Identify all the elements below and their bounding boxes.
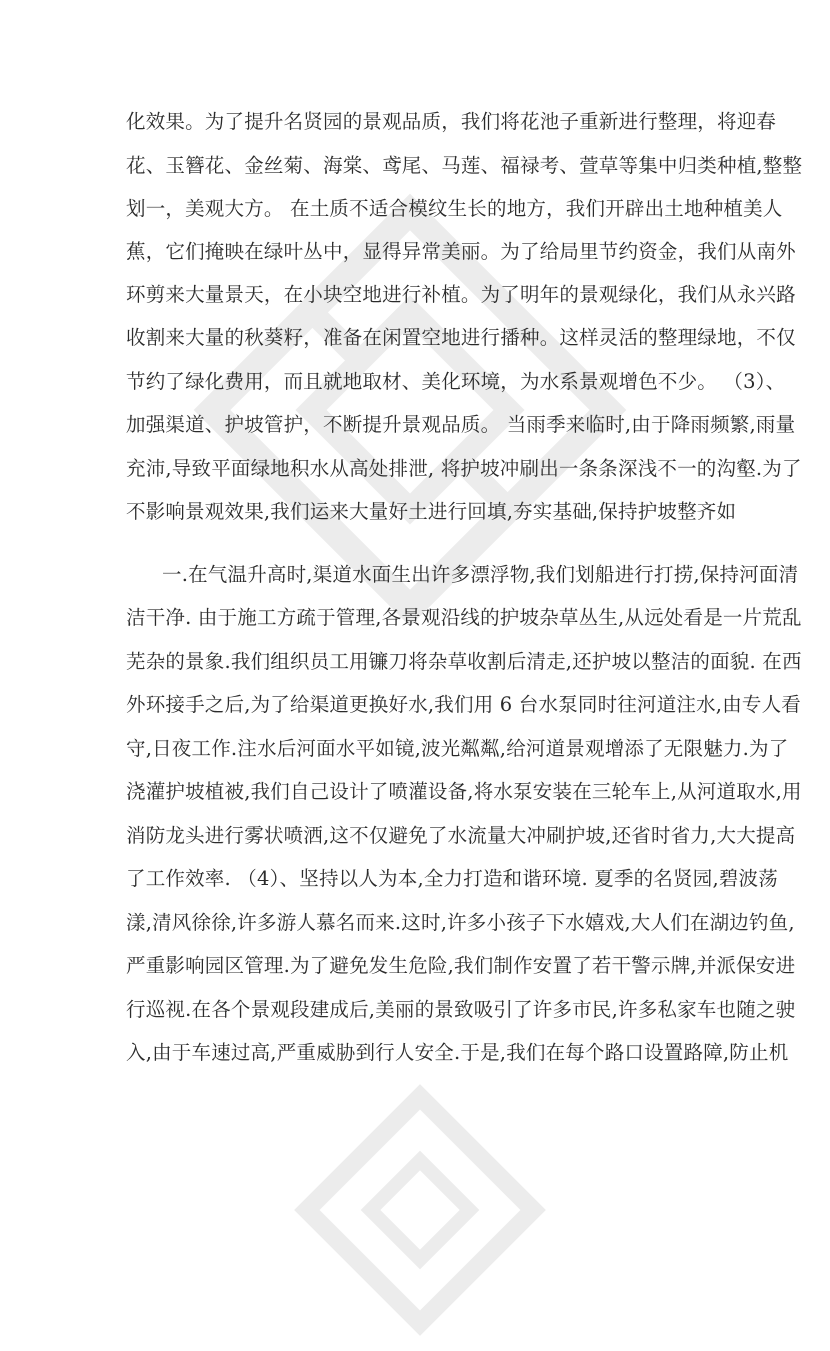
watermark-stamp-icon [279,1069,562,1351]
text-line: 化效果。为了提升名贤园的景观品质，我们将花池子重新进行整理，将迎春 [126,110,777,133]
text-line: 外环接手之后,为了给渠道更换好水,我们用 6 台水泵同时往河道注水,由专人看 [126,693,801,716]
text-line: 加强渠道、护坡管护，不断提升景观品质。 当雨季来临时,由于降雨频繁,雨量 [126,413,796,436]
text-line: 入,由于车速过高,严重威胁到行人安全.于是,我们在每个路口设置路障,防止机 [126,1041,789,1064]
text-line: 浇灌护坡植被,我们自己设计了喷灌设备,将水泵安装在三轮车上,从河道取水,用 [126,780,802,803]
text-line: 行巡视.在各个景观段建成后,美丽的景致吸引了许多市民,许多私家车也随之驶 [126,998,796,1021]
text-line: 洁干净. 由于施工方疏于管理,各景观沿线的护坡杂草丛生,从远处看是一片荒乱 [126,606,802,629]
paragraph-first-line: 一.在气温升高时,渠道水面生出许多漂浮物,我们划船进行打捞,保持河面清 [162,563,799,586]
text-line: 环剪来大量景天，在小块空地进行补植。为了明年的景观绿化，我们从永兴路 [126,283,796,306]
text-line: 划一，美观大方。 在土质不适合模纹生长的地方，我们开辟出土地种植美人 [126,197,783,220]
text-line: 充沛,导致平面绿地积水从高处排泄, 将护坡冲刷出一条条深浅不一的沟壑.为了 [126,457,802,480]
text-line: 严重影响园区管理.为了避免发生危险,我们制作安置了若干警示牌,并派保安进 [126,954,796,977]
text-line: 蕉，它们掩映在绿叶丛中，显得异常美丽。为了给局里节约资金，我们从南外 [126,240,796,263]
text-line: 漾,清风徐徐,许多游人慕名而来.这时,许多小孩子下水嬉戏,大人们在湖边钓鱼, [126,911,795,934]
text-line: 节约了绿化费用，而且就地取材、美化环境，为水系景观增色不少。 （3）、 [126,370,786,393]
text-line: 收割来大量的秋葵籽，准备在闲置空地进行播种。这样灵活的整理绿地，不仅 [126,326,796,349]
text-line: 消防龙头进行雾状喷洒,这不仅避免了水流量大冲刷护坡,还省时省力,大大提高 [126,824,796,847]
text-line: 花、玉簪花、金丝菊、海棠、鸢尾、马莲、福禄考、萱草等集中归类种植,整整 [126,154,803,177]
text-line: 守,日夜工作.注水后河面水平如镜,波光粼粼,给河道景观增添了无限魅力.为了 [126,737,789,760]
text-line: 了工作效率. （4）、坚持以人为本,全力打造和谐环境. 夏季的名贤园,碧波荡 [126,867,778,890]
text-line: 芜杂的景象.我们组织员工用镰刀将杂草收割后清走,还护坡以整洁的面貌. 在西 [126,650,802,673]
text-line: 不影响景观效果,我们运来大量好土进行回填,夯实基础,保持护坡整齐如 [126,500,737,523]
watermark-stamp-icon [155,155,664,664]
